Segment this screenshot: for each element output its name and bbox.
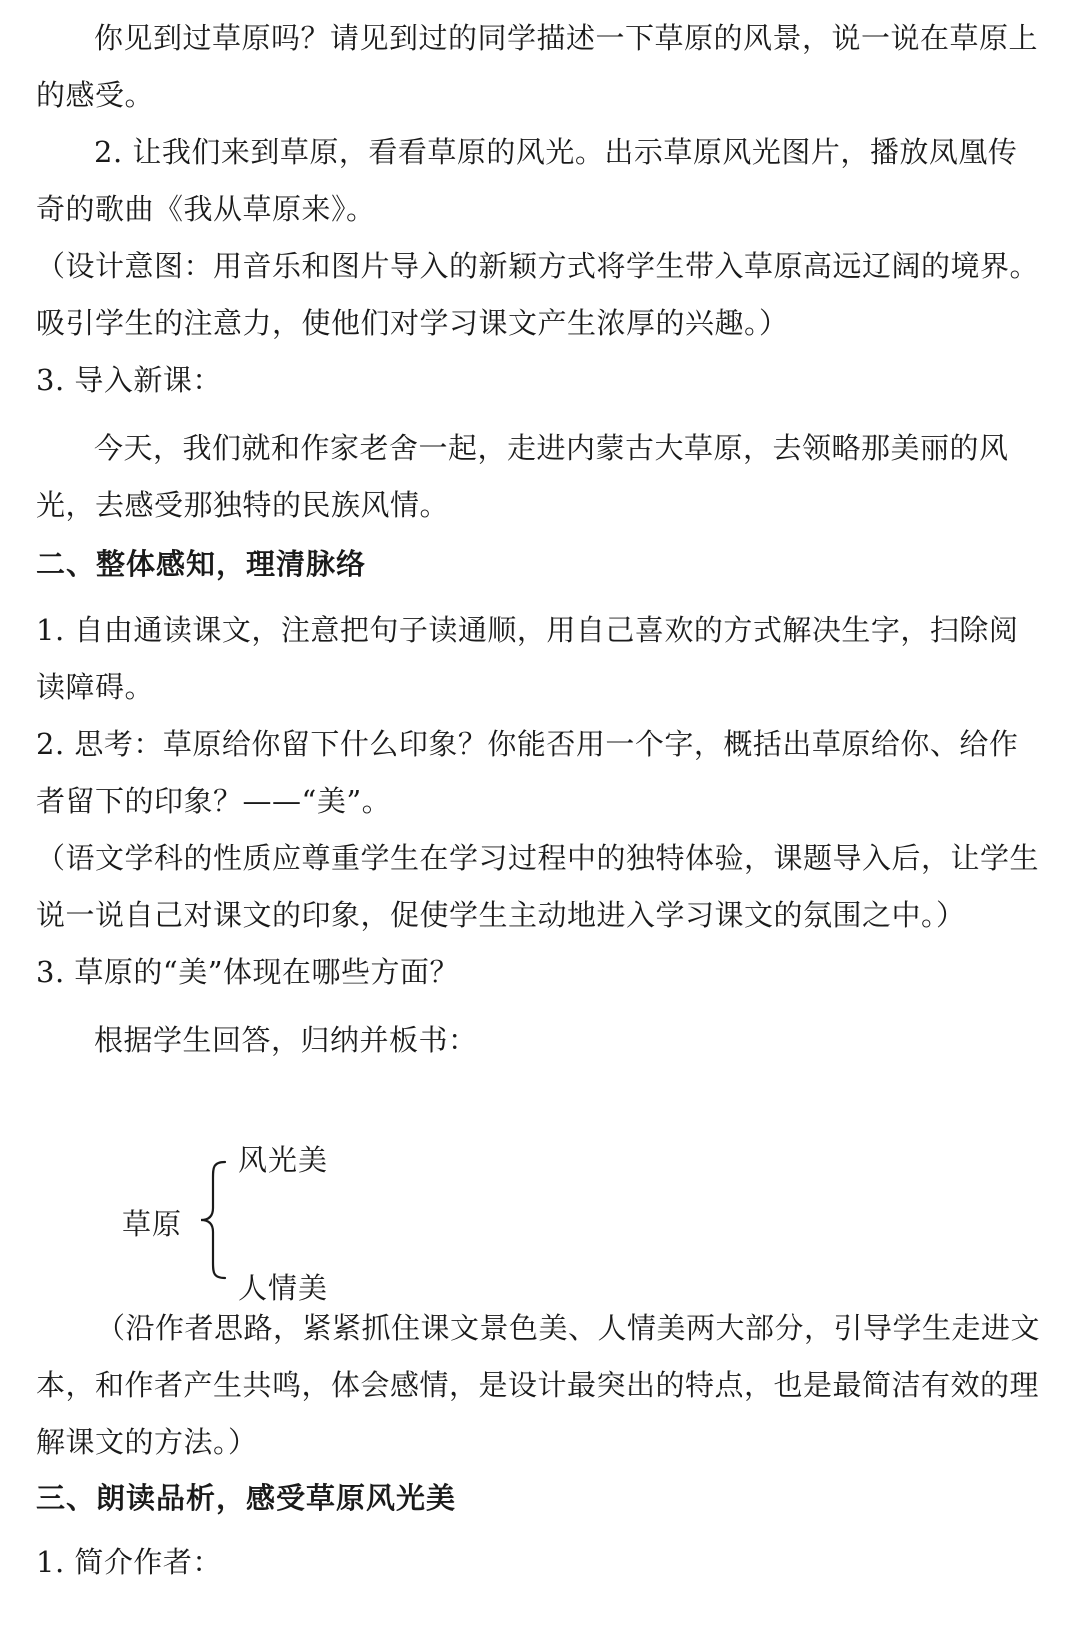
paragraph-design-intent-1: （设计意图：用音乐和图片导入的新颖方式将学生带入草原高远辽阔的境界。吸引学生的注意力，使他们对学习课文产生浓厚的兴趣。） bbox=[36, 249, 1040, 340]
paragraph-introduce-lesson: 今天，我们就和作家老舍一起，走进内蒙古大草原，去领略那美丽的风光，去感受那独特的民族风情。 bbox=[36, 431, 1009, 522]
paragraph-design-intent-2: （语文学科的性质应尊重学生在学习过程中的独特体验，课题导入后，让学生说一说自己对课文的印象，促使学生主动地进入学习课文的氛围之中。） bbox=[36, 841, 1040, 932]
paragraph-intro-question: 你见到过草原吗？请见到过的同学描述一下草原的风景，说一说在草原上的感受。 bbox=[36, 21, 1039, 112]
paragraph-step-3: 3. 导入新课： bbox=[36, 363, 222, 397]
board-item-people: 人情美 bbox=[238, 1271, 329, 1305]
paragraph-think: 2. 思考：草原给你留下什么印象？你能否用一个字，概括出草原给你、给作者留下的印象？——“美”。 bbox=[36, 727, 1019, 818]
curly-brace-icon bbox=[195, 1160, 235, 1280]
paragraph-read-aloud: 1. 自由通读课文，注意把句子读通顺，用自己喜欢的方式解决生字，扫除阅读障碍。 bbox=[36, 613, 1019, 704]
paragraph-board-intro: 根据学生回答，归纳并板书： bbox=[94, 1023, 478, 1057]
board-item-scenery: 风光美 bbox=[238, 1143, 329, 1177]
board-root-grassland: 草原 bbox=[122, 1207, 183, 1241]
paragraph-beauty-question: 3. 草原的“美”体现在哪些方面？ bbox=[36, 955, 460, 989]
section-heading-3: 三、朗读品析，感受草原风光美 bbox=[36, 1481, 457, 1515]
section-heading-2: 二、整体感知，理清脉络 bbox=[36, 547, 367, 581]
paragraph-design-note-3: （沿作者思路，紧紧抓住课文景色美、人情美两大部分，引导学生走进文本，和作者产生共鸣，体会感情，是设计最突出的特点，也是最简洁有效的理解课文的方法。） bbox=[36, 1311, 1041, 1459]
paragraph-author-intro: 1. 简介作者： bbox=[36, 1545, 222, 1579]
paragraph-step-2: 2. 让我们来到草原，看看草原的风光。出示草原风光图片，播放凤凰传奇的歌曲《我从草原来》。 bbox=[36, 135, 1018, 226]
